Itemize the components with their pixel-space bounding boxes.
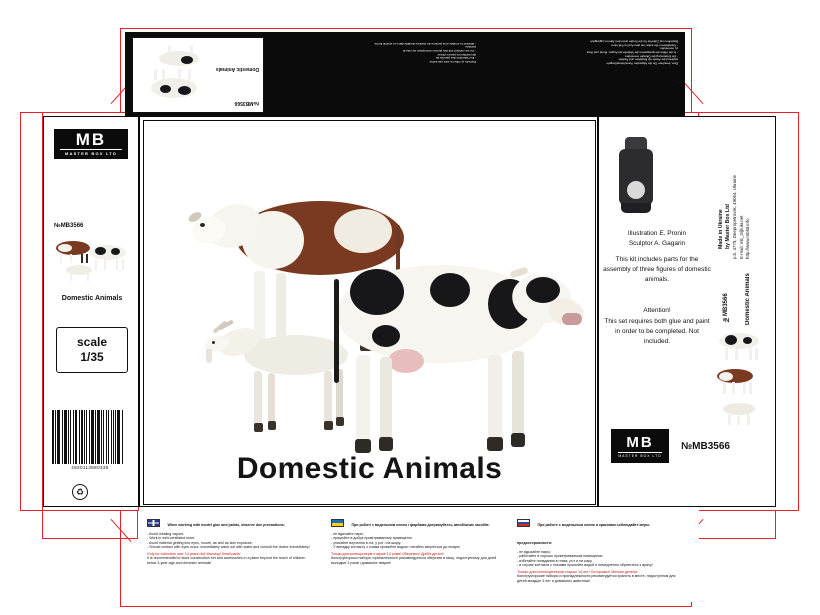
barcode-number: 4820113580335 [71,465,109,470]
de-line-4: - In der Nähe der geeigneten der Modelle mit Augen, Mund und Haut [586,50,678,55]
fr-line-5: peinture [465,45,476,50]
scale-label: scale [76,335,108,349]
top-flap-text-french [276,41,476,63]
brand-logo-left-sub: MASTER BOX LTD [60,149,122,158]
right-panel-email: E-mail: mb_3@ukr.net [739,215,744,259]
right-panel-address: p.b. 4779, Dnepropetrovsk, 49064, Ukraine [732,175,737,259]
instruction-en-4: - Should contact with eyes occur, immediately wash out with water and consult the doctor immediately! [147,545,310,550]
right-panel-figure-photo [609,133,665,223]
right-panel-product-name-vertical: Domestic Animals [745,273,751,325]
top-flap-card-text [199,66,259,106]
instruction-ua-1: - не вдихайте пари; [331,532,364,536]
instruction-ua-2: - працюйте в добре провітрюваному приміщенні. [331,536,413,541]
fr-line-4: - Ce set contient soit des pieces recomposer de cote la [402,48,476,53]
brand-logo-left-mark: MB [75,130,107,149]
instructions-heading-en: When working with model glue and paints, observe due precautions: [167,523,285,527]
scale-value: 1/35 [80,350,104,364]
top-flap-text-german [492,39,678,65]
instructions-column-ua [331,513,499,565]
de-line-7: Bauteilen und Zubehör für die Kinder unter drei Jahren zugänglich [590,39,678,44]
instruction-ua-4: - У випадку контакту з очима промийте водою і негайно зверніться до лікаря! [331,545,460,550]
right-panel-artwork-thumbs [713,329,771,439]
right-panel-credits [603,229,711,249]
fr-line-1: Peinture et colle ne sont pas inclus [429,59,476,64]
scale-box [56,327,128,373]
warning-en: Only for collectors over 14 years old! Warning! Small parts! [147,551,241,556]
instruction-ru-3: - избегайте попадания в глаза, рот и на кожу. [517,558,593,563]
right-panel-kit-number-vertical: №MB3566 [723,293,729,322]
instructions-column-ru [517,513,685,583]
left-panel-artwork [54,235,130,287]
warning-ru: Только для коллекционеров старше 14 лет! Осторожно! Мелкие детали! [517,569,638,574]
right-panel-company-info [717,129,725,249]
instruction-ua-3: - уникайте влучення в очі, у рот і на шкіру. [331,540,402,545]
right-panel-description: This kit includes parts for the assembly of three figures of domestic animals. [603,256,711,283]
warning-text-ua: Конструкторські набори і приналежності рекомендується зберігати в місці, недоступному для дітей молодше 3 років і домашніх тварин! [331,556,497,565]
fr-line-3: des parties les pieces vitrees [437,52,476,57]
right-panel-company-name: by Master Box Ltd [725,204,731,249]
front-panel-inner-frame [143,120,596,505]
die-cut-glue-tab-bottom-right [698,511,776,539]
instruction-ru-4: - в случае контакта с глазами промойте водой и немедленно обратитесь к врачу! [517,563,653,568]
die-cut-chamfer-bl [111,519,132,542]
top-flap-mini-artwork [137,44,201,106]
instructions-heading-ru: При работе с модельным клеем и красками соблюдайте меры предосторожности: [517,523,650,545]
ru-flag-icon [517,519,530,527]
credit-sculptor: Sculptor A. Gagarin [628,239,686,247]
ua-flag-icon [331,519,344,527]
top-flap-panel [125,32,685,116]
recycle-icon: ♻ [72,484,88,500]
right-side-panel [598,116,776,507]
die-cut-chamfer-tr [683,81,704,104]
top-flap-product-name: Domestic Animals [215,66,259,72]
instruction-ru-2: - работайте в хорошо проветриваемом помещении. [517,554,604,559]
top-flap-kit-number: №MB3566 [234,100,259,106]
de-line-5: zu vermeiden. [659,46,678,51]
credit-illustrator: Illustration E. Pronin [627,230,687,237]
de-line-3: - Die Einatmung der Dämpfe vermeiden. [624,54,678,59]
uk-flag-icon [147,519,160,527]
warning-ua: Тільки для колекціонерів старше 14 років! Обережно! Дрібні деталі! [331,551,444,556]
front-panel [139,116,598,507]
bottom-instructions-strip [139,507,699,602]
right-panel-attention-text: This set requires both glue and paint in order to be completed. Not included. [604,318,710,345]
right-panel-kit-number-bottom: №MB3566 [681,441,730,452]
left-panel-product-name: Domestic Animals [61,295,123,302]
right-panel-attention-title: Attention! [643,307,671,314]
right-panel-website: http://www.mbltd.info [745,218,750,259]
instruction-en-1: - Avoid inhaling vapors. [147,532,185,536]
warning-text-en: It is recommended to store construction set and accessories in a place beyond the reach of children below 3-year age and domestic animals! [147,556,306,565]
instruction-en-2: - Work in well-ventilated room. [147,536,196,541]
de-line-6: - Kontaktieren Sie sofort mit dem Arzt im Fall einer [611,43,678,48]
fr-line-2: - lire l'attention des parents de [435,56,476,61]
left-panel-kit-number: №MB3566 [54,223,84,229]
de-line-2: während der Arbeit mit Modellen und Farben: [617,57,678,62]
brand-logo-right-sub: MASTER BOX LTD [618,453,662,458]
made-in: Made in Ukraine [718,209,724,249]
de-line-1: Eine, beachten Sie die folgenden Vorsichtsmaßregeln [606,61,678,66]
brand-logo-left [54,129,128,159]
top-flap-product-card [132,37,264,113]
front-panel-title: Domestic Animals [236,452,503,485]
barcode [52,410,128,474]
warning-text-ru: Конструкторские наборы и принадлежности рекомендуется хранить в месте, недоступном для детей младше 3 лет и домашних животных! [517,574,676,583]
instruction-en-3: - Avoid material getting into eyes, mouth, as well as skin exposure. [147,540,253,545]
brand-logo-right [611,429,669,463]
brand-logo-right-mark: MB [626,433,654,451]
barcode-bars [52,410,128,464]
instructions-heading-ua: При роботі з модельним клеєм і фарбами дотримуйтесь запобіжних засобів: [351,523,490,527]
fr-line-6: - attacher le modele et la peinture de maniere durable dans un endroit ferme. [373,41,476,46]
instruction-ru-1: - не вдыхайте пары; [517,550,551,554]
instructions-column-en [147,513,315,565]
